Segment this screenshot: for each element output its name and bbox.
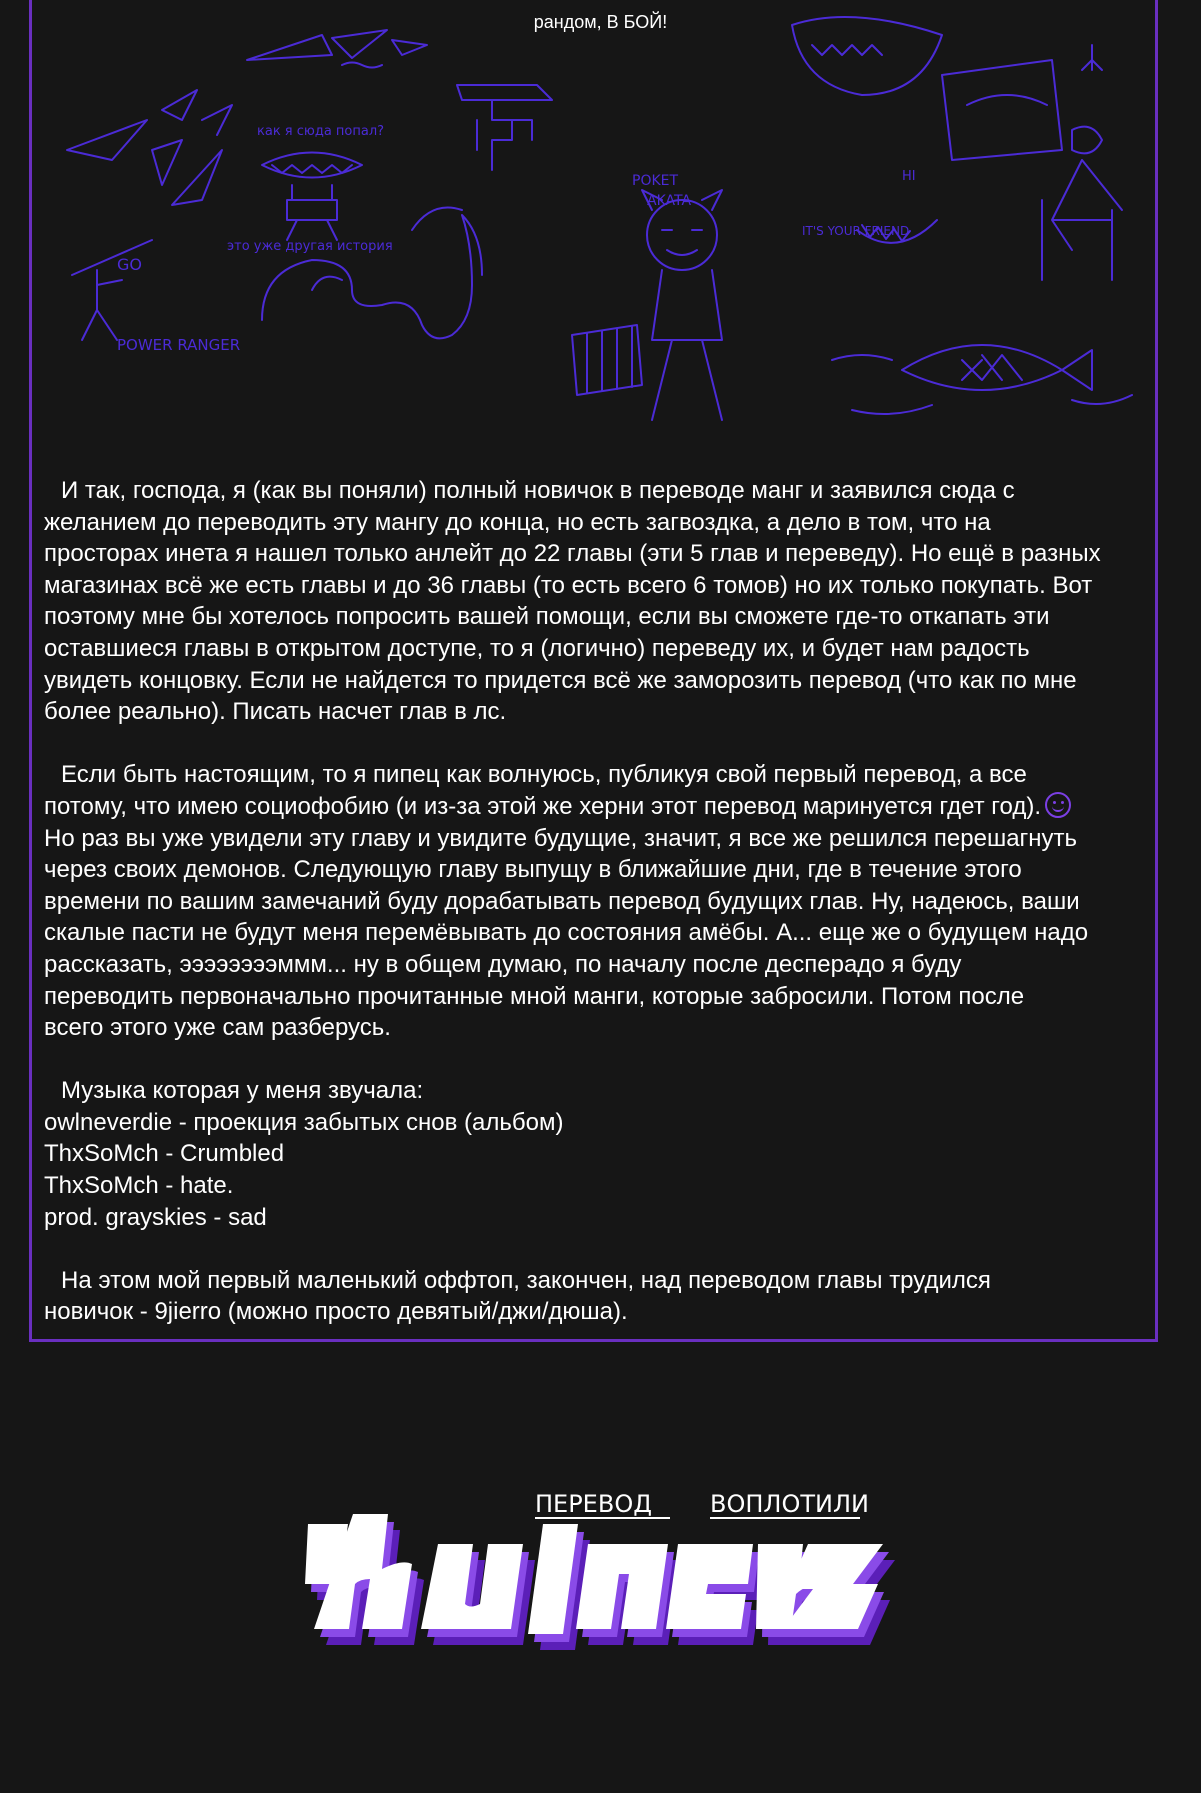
- doodle-label-other-story: это уже другая история: [227, 239, 393, 254]
- text-line: магазинах всё же есть главы и до 36 главы (то есть всего 6 томов) но их только покупать. Вот: [44, 571, 1093, 599]
- doodle-picture-frame: [942, 45, 1102, 160]
- top-caption: рандом, В БОЙ!: [533, 12, 668, 32]
- music-track: ThxSoMch - hate.: [44, 1172, 234, 1200]
- text-line: всего этого уже сам разберусь.: [44, 1014, 391, 1042]
- paragraph-credits: [44, 1265, 1154, 1328]
- text-line: И так, господа, я (как вы поняли) полный новичок в переводе манг и заявился сюда с: [61, 477, 1015, 504]
- text-line: поэтому мне бы хотелось попросить вашей помощи, если вы сможете где-то откапать эти: [44, 603, 1050, 631]
- text-line: оставшиеся главы в открытом доступе, то я (логично) переведу их, и будет нам радость: [44, 634, 1030, 662]
- doodle-grin: [792, 17, 942, 243]
- doodle-label-its-your-friend: IT'S YOUR FRIEND: [802, 224, 910, 238]
- text-line-with-emoji: [44, 791, 1154, 823]
- music-track: ThxSoMch - Crumbled: [44, 1140, 285, 1168]
- text-line: Если быть настоящим, то я пипец как волнуюсь, публикуя свой первый перевод, а все: [61, 761, 1027, 789]
- smiley-emoji-icon: [1045, 792, 1071, 818]
- doodle-label-akata: AKATA: [647, 193, 692, 209]
- doodle-label-poket: POKET: [632, 173, 679, 189]
- paragraph-intro: [44, 475, 1154, 728]
- paragraph-feelings: [44, 759, 1154, 1043]
- doodle-ranger: [72, 240, 240, 354]
- doodle-label-how-here: как я сюда попал?: [257, 124, 385, 139]
- doodle-label-hi: HI: [902, 169, 916, 184]
- text-line: просторах инета я нашел только анлейт до 22 главы (эти 5 глав и переведу). Но ещё в разных: [44, 540, 1101, 568]
- text-line: увидеть концовку. Если не найдется то придется всё же заморозить перевод (что как по мне: [44, 666, 1077, 694]
- ruiners-logo: [300, 1470, 900, 1660]
- text-line: На этом мой первый маленький оффтоп, закончен, над переводом главы трудился: [61, 1266, 991, 1294]
- doodle-cage: [572, 325, 642, 395]
- text-line: потому, что имею социофобию (и из-за этой же херни этот перевод маринуется гдет год).: [44, 792, 1042, 820]
- doodle-label-go: GO: [117, 255, 142, 274]
- text-line: Но раз вы уже увидели эту главу и увидите будущие, значит, я все же решился перешагнуть: [44, 824, 1078, 852]
- doodle-fish: [832, 345, 1132, 414]
- paragraph-music: [44, 1075, 1154, 1233]
- music-track: owlneverdie - проекция забытых снов (альбом): [44, 1108, 564, 1136]
- doodle-shards: [67, 90, 232, 205]
- logo-tagline-right: ВОПЛОТИЛИ: [710, 1490, 869, 1518]
- text-line: более реально). Писать насчет глав в лс.: [44, 698, 507, 726]
- doodle-mouth: [227, 124, 393, 254]
- text-line: через своих демонов. Следующую главу выпущу в ближайшие дни, где в течение этого: [44, 856, 1022, 884]
- doodle-pedestal: [457, 85, 552, 170]
- doodle-illustration: [32, 0, 1155, 440]
- text-line: новичок - 9jierro (можно просто девятый/джи/дюша).: [44, 1298, 628, 1326]
- doodle-cat-figure: [632, 173, 722, 420]
- logo-tagline-left: ПЕРЕВОД: [535, 1490, 652, 1518]
- article-body: [44, 475, 1154, 1360]
- text-line: желанием до переводить эту мангу до конца, но есть загвоздка, а дело в том, что на: [44, 508, 991, 536]
- music-track: prod. grayskies - sad: [44, 1203, 267, 1231]
- text-line: времени по вашим замечаний буду дорабатывать перевод будущих глав. Ну, надеюсь, ваши: [44, 887, 1080, 915]
- doodle-triangles: [247, 30, 427, 68]
- text-line: скалые пасти не будут меня перемёвывать до состояния амёбы. А... еще же о будущем надо: [44, 919, 1089, 947]
- doodle-label-power-ranger: POWER RANGER: [117, 336, 241, 354]
- text-line: рассказать, ээээээээммм... ну в общем думаю, по началу после десперадо я буду: [44, 950, 962, 978]
- doodle-tentacle: [262, 208, 482, 339]
- music-heading: Музыка которая у меня звучала:: [61, 1077, 424, 1105]
- doodle-seated-figure: [1042, 127, 1122, 280]
- text-line: переводить первоначально прочитанные мной манги, которые забросили. Потом после: [44, 982, 1025, 1010]
